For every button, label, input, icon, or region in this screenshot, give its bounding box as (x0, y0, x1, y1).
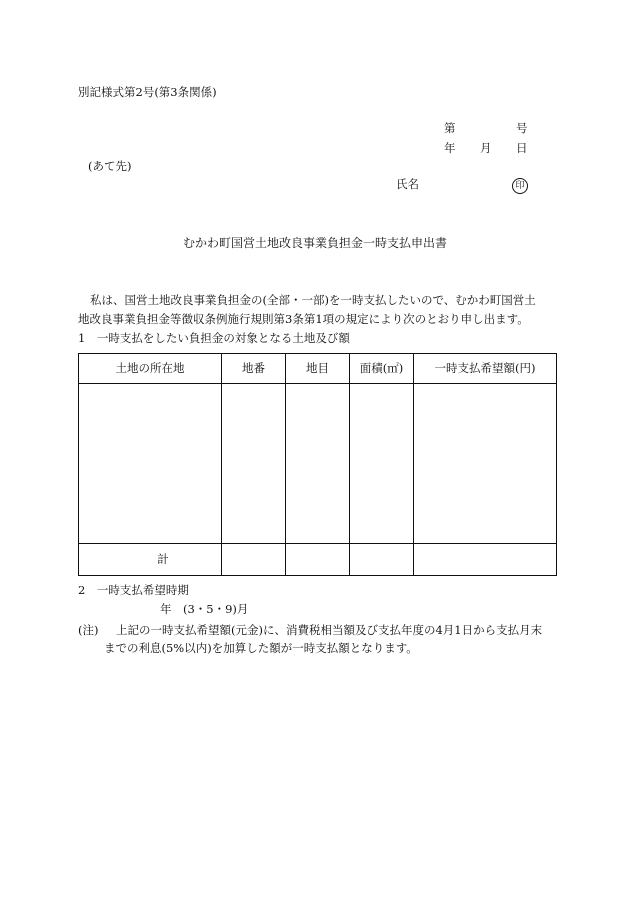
document-title: むかわ町国営土地改良事業負担金一時支払申出書 (182, 236, 447, 250)
cell-payment-amount[interactable] (414, 384, 557, 544)
date-month: 月 (480, 141, 492, 155)
section-1-heading: 1 一時支払をしたい負担金の対象となる土地及び額 (78, 331, 350, 345)
total-payment-amount[interactable] (414, 544, 557, 576)
table-header-row (79, 354, 557, 384)
total-area[interactable] (350, 544, 414, 576)
date-day: 日 (516, 141, 528, 155)
cell-location[interactable] (79, 384, 222, 544)
seal-stamp-mark: 印 (512, 178, 528, 194)
cell-land-category[interactable] (286, 384, 350, 544)
total-label: 計 (79, 544, 222, 576)
applicant-name-label: 氏名 (396, 177, 419, 191)
total-lot-number[interactable] (222, 544, 286, 576)
form-number-label: 別記様式第2号(第3条関係) (78, 85, 217, 99)
body-text-line-2: 地改良事業負担金等徴収条例施行規則第3条第1項の規定により次のとおり申し出ます。 (78, 312, 529, 326)
header-land-category: 地目 (286, 354, 350, 384)
note-line-2: までの利息(5%以内)を加算した額が一時支払額となります。 (104, 641, 418, 655)
header-area: 面積(㎡) (350, 354, 414, 384)
number-suffix: 号 (516, 121, 528, 135)
addressee-label: (あて先) (88, 159, 132, 173)
date-year: 年 (444, 141, 456, 155)
number-prefix: 第 (444, 121, 456, 135)
section-2-heading: 2 一時支払希望時期 (78, 583, 189, 597)
land-payment-table (78, 353, 557, 576)
table-row (79, 384, 557, 544)
total-land-category[interactable] (286, 544, 350, 576)
body-text-line-1: 私は、国営土地改良事業負担金の(全部・一部)を一時支払したいので、むかわ町国営土 (90, 293, 536, 307)
cell-area[interactable] (350, 384, 414, 544)
payment-period: 年 (3・5・9)月 (160, 602, 249, 616)
table-total-row (79, 544, 557, 576)
header-location: 土地の所在地 (79, 354, 222, 384)
header-payment-amount: 一時支払希望額(円) (414, 354, 557, 384)
note-label: (注) (78, 623, 99, 637)
header-lot-number: 地番 (222, 354, 286, 384)
note-line-1: 上記の一時支払希望額(元金)に、消費税相当額及び支払年度の4月1日から支払月末 (116, 623, 543, 637)
cell-lot-number[interactable] (222, 384, 286, 544)
